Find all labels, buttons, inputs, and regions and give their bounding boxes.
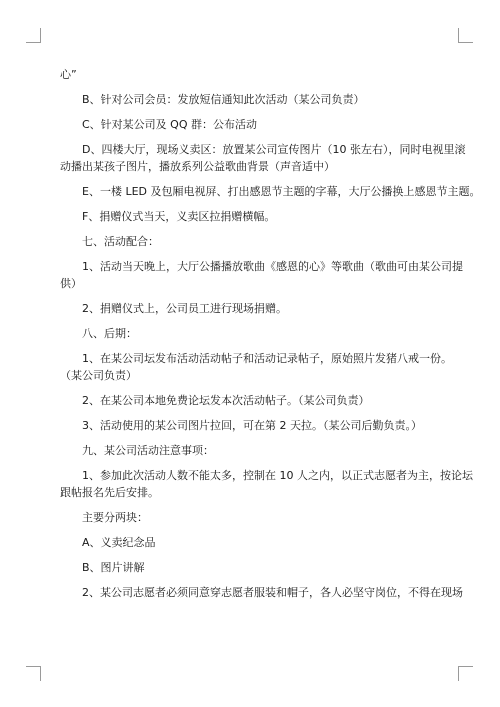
item-b-member-sms: B、针对公司会员：发放短信通知此次活动（某公司负责） [82, 93, 365, 106]
section-7-item-2: 2、捐赠仪式上，公司员工进行现场捐赠。 [82, 302, 287, 315]
paragraph-continuation: 心” [60, 68, 77, 81]
section-7-heading: 七、活动配合： [82, 235, 159, 248]
section-9-heading: 九、某公司活动注意事项： [82, 444, 214, 457]
crop-mark-bottom-right [458, 666, 473, 681]
section-9-item-2: 2、某公司志愿者必须同意穿志愿者服装和帽子，各人必坚守岗位，不得在现场 [82, 586, 463, 599]
section-9-item-1-continuation: 跟帖报名先后安排。 [60, 486, 159, 499]
crop-mark-top-left [26, 28, 41, 43]
section-7-item-1-continuation: 供） [60, 277, 82, 290]
section-9-subheading: 主要分两块： [82, 511, 148, 524]
section-8-heading: 八、后期： [82, 327, 137, 340]
section-8-item-2: 2、在某公司本地免费论坛发本次活动帖子。（某公司负责） [82, 394, 370, 407]
section-7-item-1: 1、活动当天晚上，大厅公播播放歌曲《感恩的心》等歌曲（歌曲可由某公司提 [82, 260, 463, 273]
item-c-qq-group: C、针对某公司及 QQ 群：公布活动 [82, 118, 257, 131]
crop-mark-bottom-left [26, 666, 41, 681]
crop-mark-top-right [458, 28, 473, 43]
item-e-led-screen: E、一楼 LED 及包厢电视屏、打出感恩节主题的字幕，大厅公播换上感恩节主题。 [82, 185, 481, 198]
section-9-sub-a: A、义卖纪念品 [82, 536, 156, 549]
item-d-continuation: 动播出某孩子图片，播放系列公益歌曲背景（声音适中） [60, 160, 335, 173]
section-8-item-1: 1、在某公司坛发布活动活动帖子和活动记录帖子，原始照片发猪八戒一份。 [82, 352, 452, 365]
section-9-item-1: 1、参加此次活动人数不能太多，控制在 10 人之内，以正式志愿者为主，按论坛 [82, 469, 473, 482]
section-9-sub-b: B、图片讲解 [82, 561, 145, 574]
section-8-item-3: 3、活动使用的某公司图片拉回，可在第 2 天拉。（某公司后勤负责。） [82, 419, 422, 432]
document-body [60, 66, 481, 601]
item-f-banner: F、捐赠仪式当天，义卖区拉捐赠横幅。 [82, 210, 276, 223]
section-8-item-1-continuation: （某公司负责） [60, 369, 137, 382]
item-d-hall-display: D、四楼大厅，现场义卖区：放置某公司宣传图片（10 张左右），同时电视里滚 [82, 143, 466, 156]
